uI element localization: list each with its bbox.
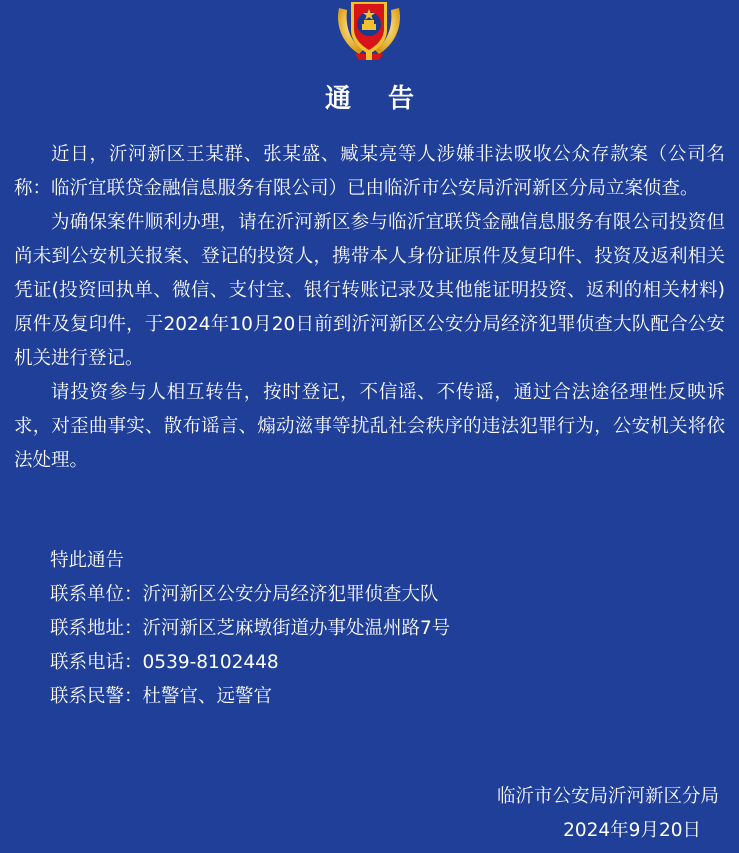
notice-body bbox=[14, 138, 725, 478]
contact-unit-label: 联系单位 ： bbox=[50, 584, 143, 605]
contact-address-value: 沂河新区芝麻墩街道办事处温州路7号 bbox=[142, 618, 451, 639]
contact-block bbox=[50, 544, 450, 714]
contact-phone-label: 联系电话 ： bbox=[50, 652, 143, 673]
issuer: 临沂市公安局沂河新区分局 bbox=[496, 786, 719, 807]
contact-address-label: 联系地址 ： bbox=[50, 618, 143, 639]
contact-phone-value: 0539-8102448 bbox=[142, 652, 279, 673]
contact-officer bbox=[50, 680, 450, 714]
notice-paragraph-2: 为确保案件顺利办理，请在沂河新区参与临沂宜联贷金融信息服务有限公司投资但尚未到公安机关报案、登记的投资人，携带本人身份证原件及复印件、投资及返利相关凭证(投资回执单、微信、支付宝、银行转账记录及其他能证明投资、返利的相关材料)原件及复印件，于2024年10月20日前到沂河新区公安分局经济犯罪侦查大队配合公安机关进行登记。 bbox=[14, 212, 725, 369]
contact-unit-value: 沂河新区公安分局经济犯罪侦查大队 bbox=[142, 584, 439, 605]
notice-paragraph-3: 请投资参与人相互转告，按时登记，不信谣、不传谣，通过合法途径理性反映诉求，对歪曲事实、散布谣言、煽动滋事等扰乱社会秩序的违法犯罪行为，公安机关将依法处理。 bbox=[14, 382, 725, 471]
closing-line: 特此通告 bbox=[50, 550, 125, 571]
issue-date: 2024年9月20日 bbox=[563, 820, 701, 841]
contact-officer-value: 杜警官、远警官 bbox=[142, 686, 273, 707]
police-emblem-icon bbox=[333, 0, 405, 62]
contact-unit bbox=[50, 578, 450, 612]
contact-officer-label: 联系民警 ： bbox=[50, 686, 143, 707]
notice-title: 通 告 bbox=[324, 84, 429, 114]
notice-footer bbox=[497, 780, 719, 848]
notice-paragraph-1: 近日，沂河新区王某群、张某盛、臧某亮等人涉嫌非法吸收公众存款案（公司名称：临沂宜联贷金融信息服务有限公司）已由临沂市公安局沂河新区分局立案侦查。 bbox=[14, 144, 725, 199]
contact-phone bbox=[50, 646, 450, 680]
contact-address bbox=[50, 612, 450, 646]
